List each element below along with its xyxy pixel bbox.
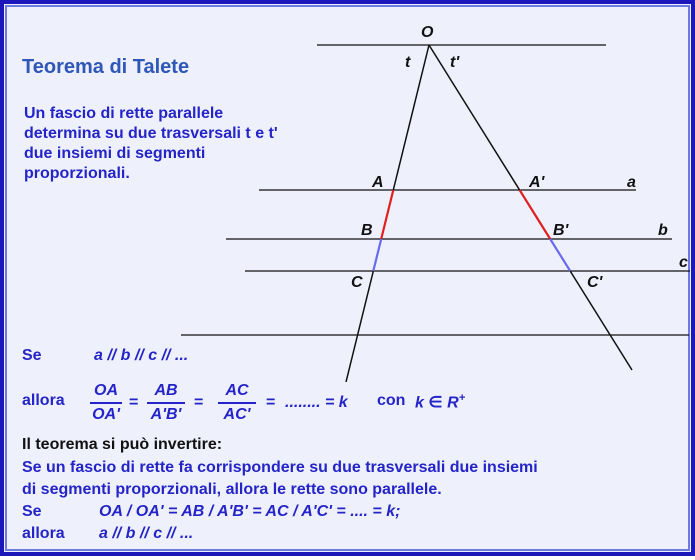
label-line-c: c	[679, 254, 688, 271]
label-c: C	[351, 274, 363, 291]
segment-a-b-prime	[520, 190, 551, 239]
converse-se-label: Se	[22, 503, 42, 520]
label-b: B	[361, 222, 373, 239]
fraction-bar	[147, 402, 185, 404]
statement-line: due insiemi di segmenti	[24, 145, 206, 162]
fraction-numerator: AB	[154, 382, 178, 399]
fraction-bar	[90, 402, 122, 404]
page-title: Teorema di Talete	[22, 56, 190, 78]
hypothesis-condition: a // b // c // ...	[94, 347, 189, 364]
converse-allora-label: allora	[22, 525, 65, 542]
ratio-constant: ........ = k	[285, 394, 348, 411]
hypothesis-label: Se	[22, 347, 42, 364]
label-o: O	[421, 24, 434, 41]
fraction-ac	[218, 381, 256, 425]
converse-allora-expr: a // b // c // ...	[99, 525, 194, 542]
statement-line: Un fascio di rette parallele	[24, 105, 224, 122]
k-domain-sup: +	[458, 392, 466, 404]
fraction-ab	[147, 381, 185, 425]
label-t-prime: t'	[450, 54, 460, 71]
equals-sign: =	[266, 394, 276, 411]
fraction-numerator: OA	[94, 382, 118, 399]
fraction-denominator: AC'	[223, 406, 251, 423]
thesis-label: allora	[22, 392, 65, 409]
k-domain	[415, 392, 465, 412]
fraction-denominator: OA'	[92, 406, 120, 423]
converse-heading: Il teorema si può invertire:	[22, 436, 223, 453]
fraction-denominator: A'B'	[150, 406, 182, 423]
k-domain-text: k ∈ R	[415, 394, 459, 412]
fraction-numerator: AC	[225, 382, 249, 399]
fraction-oa	[90, 381, 122, 425]
segment-b-c-prime	[550, 239, 570, 271]
segment-ab	[381, 190, 393, 239]
segment-bc	[373, 239, 381, 271]
equals-sign: =	[129, 394, 139, 411]
label-b-prime: B'	[553, 222, 569, 239]
statement-line: determina su due trasversali t e t'	[24, 125, 278, 142]
label-c-prime: C'	[587, 274, 603, 291]
converse-se-expr: OA / OA' = AB / A'B' = AC / A'C' = .... = k;	[99, 503, 401, 520]
label-line-b: b	[658, 222, 668, 239]
label-a: A	[372, 174, 384, 191]
converse-line: di segmenti proporzionali, allora le rette sono parallele.	[22, 481, 442, 498]
label-line-a: a	[627, 174, 636, 191]
equals-sign: =	[194, 394, 204, 411]
label-t: t	[405, 54, 411, 71]
label-a-prime: A'	[529, 174, 545, 191]
theorem-statement	[24, 104, 278, 184]
con-label: con	[377, 392, 406, 409]
converse-line: Se un fascio di rette fa corrispondere su due trasversali due insiemi	[22, 459, 538, 476]
statement-line: proporzionali.	[24, 165, 130, 182]
fraction-bar	[218, 402, 256, 404]
